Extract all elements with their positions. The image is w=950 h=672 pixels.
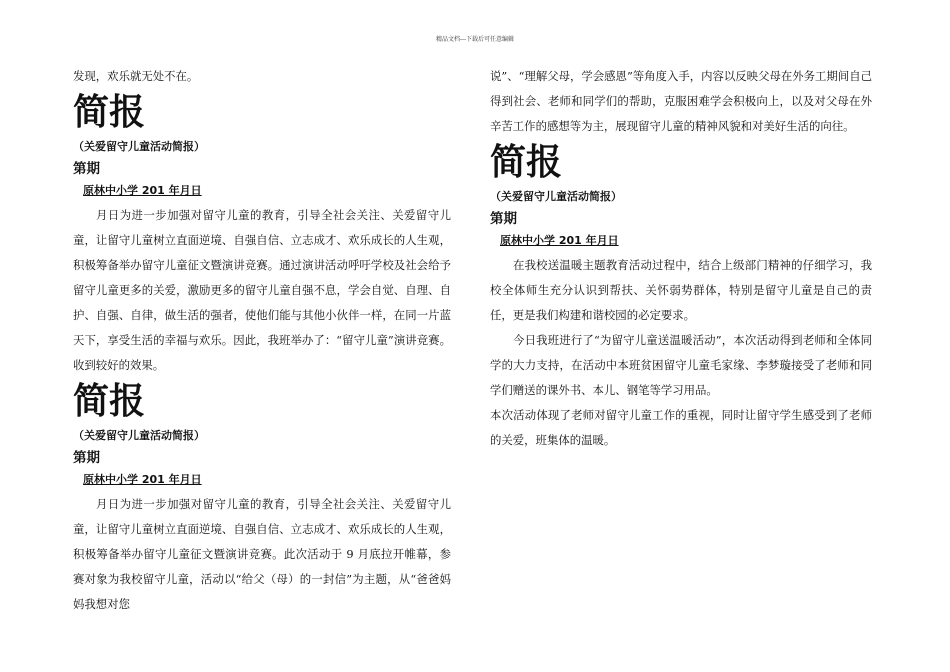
bulletin-paragraph: 本次活动体现了老师对留守儿童工作的重视，同时让留守学生感受到了老师的关爱，班集体的温暖。 bbox=[490, 408, 872, 447]
bulletin-title: 简报 bbox=[73, 381, 146, 422]
school-date-line: 原林中小学 201 年月日 bbox=[500, 234, 619, 247]
bulletin-paragraph: 在我校送温暖主题教育活动过程中，结合上级部门精神的仔细学习，我校全体师生充分认识到帮扶、关怀弱势群体，特别是留守儿童是自己的责任，更是我们构建和谐校园的必定要求。 bbox=[490, 258, 872, 322]
right-column bbox=[490, 64, 872, 453]
bulletin-subtitle: （关爱留守儿童活动简报） bbox=[73, 429, 205, 442]
issue-number: 第期 bbox=[490, 211, 517, 227]
left-column bbox=[73, 64, 451, 617]
bulletin-section-1 bbox=[73, 93, 451, 378]
bulletin-subtitle: （关爱留守儿童活动简报） bbox=[490, 190, 622, 203]
bulletin-subtitle: （关爱留守儿童活动简报） bbox=[73, 140, 205, 153]
opening-line: 发现，欢乐就无处不在。 bbox=[73, 69, 199, 83]
bulletin-paragraph: 月日为进一步加强对留守儿童的教育，引导全社会关注、关爱留守儿童，让留守儿童树立直面逆境、自强自信、立志成才、欢乐成长的人生观，积极筹备举办留守儿童征文暨演讲竞赛。通过演讲活动呼吁学校及社会给予留守儿童更多的关爱，激励更多的留守儿童自强不息，学会自觉、自理、自护、自强、自律，做生活的强者，使他们能与其他小伙伴一样，在同一片蓝天下，享受生活的幸福与欢乐。因此，我班举办了：“留守儿童”演讲竞赛。收到较好的效果。 bbox=[73, 208, 451, 372]
issue-number: 第期 bbox=[73, 450, 100, 466]
bulletin-paragraph: 月日为进一步加强对留守儿童的教育，引导全社会关注、关爱留守儿童，让留守儿童树立直面逆境、自强自信、立志成才、欢乐成长的人生观，积极筹备举办留守儿童征文暨演讲竞赛。此次活动于 9 月底拉开帷幕，参赛对象为我校留守儿童，活动以“给父（母）的一封信”为主题，从“爸爸妈妈我想对您 bbox=[73, 497, 451, 611]
bulletin-title: 简报 bbox=[490, 142, 563, 183]
school-date-line: 原林中小学 201 年月日 bbox=[83, 473, 202, 486]
page-header: 精品文档---下载后可任意编辑 bbox=[435, 36, 515, 43]
bulletin-paragraph: 今日我班进行了“为留守儿童送温暖活动”，本次活动得到老师和全体同学的大力支持，在活动中本班贫困留守儿童毛家缘、李梦璇接受了老师和同学们赠送的课外书、本儿、钢笔等学习用品。 bbox=[490, 333, 872, 397]
bulletin-section-3 bbox=[490, 143, 872, 453]
issue-number: 第期 bbox=[73, 161, 100, 177]
bulletin-section-2 bbox=[73, 382, 451, 617]
school-date-line: 原林中小学 201 年月日 bbox=[83, 184, 202, 197]
bulletin-title: 简报 bbox=[73, 92, 146, 133]
continuation-paragraph: 说”、“理解父母，学会感恩”等角度入手，内容以反映父母在外务工期间自己得到社会、老师和同学们的帮助，克服困难学会积极向上，以及对父母在外辛苦工作的感想等为主，展现留守儿童的精神风貌和对美好生活的向往。 bbox=[490, 69, 872, 133]
